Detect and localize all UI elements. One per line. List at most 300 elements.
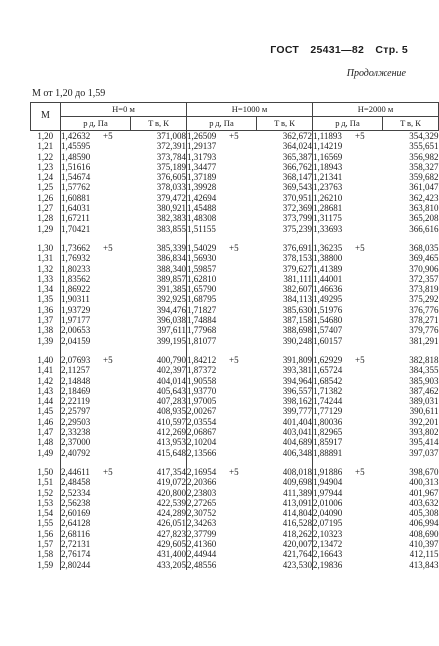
pressure-value: 1,37189 [187, 172, 217, 183]
spacer-cell [187, 234, 257, 243]
exponent-label: +5 [103, 466, 113, 477]
temperature-cell: 393,381 [257, 365, 313, 375]
pressure-cell [187, 488, 257, 498]
pressure-cell [187, 396, 257, 406]
pressure-cell [187, 539, 257, 549]
table-row [31, 315, 439, 325]
pressure-cell [61, 193, 131, 203]
pressure-cell [313, 539, 383, 549]
pressure-value: 1,45595 [61, 141, 91, 152]
pressure-value: 1,80036 [313, 416, 343, 427]
temperature-cell: 403,041 [257, 427, 313, 437]
mach-cell: 1,32 [31, 264, 61, 274]
pressure-cell [313, 518, 383, 528]
temperature-cell: 376,691 [257, 243, 313, 253]
temperature-cell: 414,804 [257, 508, 313, 518]
mach-cell: 1,52 [31, 488, 61, 498]
pressure-value: 1,77129 [313, 406, 343, 417]
pressure-cell [187, 427, 257, 437]
pressure-cell [61, 315, 131, 325]
pressure-cell [313, 336, 383, 346]
temperature-cell: 384,113 [257, 294, 313, 304]
pressure-cell [313, 243, 383, 253]
spacer-cell [61, 458, 131, 467]
pressure-value: 2,48556 [187, 559, 217, 570]
pressure-cell [61, 162, 131, 172]
pressure-cell [187, 152, 257, 162]
pressure-value: 2,04090 [313, 508, 343, 519]
table-row [31, 549, 439, 559]
temperature-cell: 409,698 [257, 477, 313, 487]
pressure-cell [187, 141, 257, 151]
pressure-cell [313, 488, 383, 498]
pressure-cell [313, 152, 383, 162]
spacer-cell [131, 458, 187, 467]
pressure-value: 2,76174 [61, 549, 91, 560]
pressure-cell [313, 406, 383, 416]
temperature-cell: 390,248 [257, 336, 313, 346]
pressure-value: 2,44611 [61, 466, 90, 477]
temperature-cell: 382,818 [409, 354, 439, 365]
pressure-cell [187, 264, 257, 274]
temperature-cell: 358,327 [409, 161, 439, 172]
pressure-cell [61, 488, 131, 498]
table-row [31, 284, 439, 294]
pressure-value: 1,59857 [187, 263, 217, 274]
mach-cell: 1,41 [31, 365, 61, 375]
temperature-cell: 386,834 [131, 253, 187, 263]
pressure-cell [313, 284, 383, 294]
exponent-label: +5 [355, 466, 365, 477]
pressure-value: 2,37000 [61, 437, 91, 448]
pressure-cell [61, 355, 131, 365]
temperature-cell: 361,047 [409, 182, 439, 193]
pressure-cell [187, 386, 257, 396]
table-row [31, 437, 439, 447]
temperature-cell: 412,115 [409, 549, 439, 560]
temperature-cell: 372,369 [257, 203, 313, 213]
table-row [31, 264, 439, 274]
mach-cell: 1,48 [31, 437, 61, 447]
pressure-header: p д, Па [313, 117, 383, 131]
pressure-value: 2,22119 [61, 396, 90, 407]
pressure-value: 2,00653 [61, 325, 91, 336]
pressure-value: 2,30752 [187, 508, 217, 519]
temperature-cell: 375,239 [257, 224, 313, 234]
pressure-cell [313, 355, 383, 365]
exponent-label: +5 [229, 466, 239, 477]
pressure-value: 2,04159 [61, 335, 91, 346]
pressure-cell [187, 213, 257, 223]
table-row [31, 141, 439, 151]
temperature-cell: 378,033 [131, 182, 187, 192]
pressure-cell [187, 448, 257, 458]
temperature-cell: 400,313 [409, 477, 439, 488]
pressure-value: 1,77968 [187, 325, 217, 336]
pressure-value: 1,42632 [61, 131, 91, 141]
pressure-cell [313, 203, 383, 213]
pressure-value: 2,00267 [187, 406, 217, 417]
pressure-cell [61, 437, 131, 447]
temperature-cell: 392,925 [131, 294, 187, 304]
pressure-value: 1,81077 [187, 335, 217, 346]
table-row [31, 518, 439, 528]
temperature-cell: 398,670 [409, 466, 439, 477]
temperature-cell: 415,648 [131, 448, 187, 458]
mach-cell: 1,39 [31, 336, 61, 346]
temperature-cell: 410,597 [131, 417, 187, 427]
pressure-cell [187, 253, 257, 263]
table-row [31, 386, 439, 396]
pressure-cell [313, 529, 383, 539]
mach-cell: 1,55 [31, 518, 61, 528]
pressure-cell [313, 396, 383, 406]
pressure-cell [61, 477, 131, 487]
temperature-cell: 365,387 [257, 152, 313, 162]
pressure-value: 1,44001 [313, 273, 343, 284]
temperature-cell: 385,339 [131, 243, 187, 253]
pressure-value: 1,91886 [313, 466, 343, 477]
pressure-cell [61, 467, 131, 477]
table-row [31, 172, 439, 182]
pressure-cell [313, 253, 383, 263]
temperature-cell: 381,111 [257, 274, 313, 284]
temperature-cell: 369,543 [257, 182, 313, 192]
pressure-value: 1,97177 [61, 315, 91, 326]
pressure-value: 1,62929 [313, 354, 343, 365]
pressure-cell [313, 305, 383, 315]
temperature-cell: 405,308 [409, 508, 439, 519]
table-row [31, 131, 439, 142]
pressure-value: 1,85917 [313, 437, 343, 448]
temperature-cell: 410,397 [409, 538, 439, 549]
pressure-value: 1,67211 [61, 213, 90, 224]
table-row [31, 488, 439, 498]
pressure-cell [61, 325, 131, 335]
continuation-label: Продолжение [346, 68, 406, 79]
pressure-value: 1,82965 [313, 427, 343, 438]
temperature-cell: 395,414 [409, 437, 439, 448]
temperature-cell: 419,072 [131, 477, 187, 487]
pressure-cell [313, 448, 383, 458]
temperature-cell: 378,153 [257, 253, 313, 263]
mach-cell: 1,31 [31, 253, 61, 263]
pressure-value: 1,48308 [187, 213, 217, 224]
temperature-cell: 381,291 [409, 335, 439, 346]
table-row [31, 213, 439, 223]
table-row [31, 396, 439, 406]
pressure-cell [187, 131, 257, 142]
temperature-cell: 379,472 [131, 193, 187, 203]
temperature-cell: 391,809 [257, 355, 313, 365]
temperature-cell: 366,762 [257, 162, 313, 172]
block-separator [31, 458, 439, 467]
pressure-cell [187, 518, 257, 528]
pressure-value: 1,87372 [187, 365, 217, 376]
temperature-cell: 429,605 [131, 539, 187, 549]
pressure-value: 2,03554 [187, 416, 217, 427]
pressure-value: 1,68795 [187, 294, 217, 305]
spacer-cell [61, 234, 131, 243]
pressure-cell [61, 539, 131, 549]
pressure-value: 2,06867 [187, 427, 217, 438]
exponent-label: +5 [103, 354, 113, 365]
spacer-cell [383, 346, 439, 355]
mach-range-label: М от 1,20 до 1,59 [32, 88, 106, 99]
exponent-label: +5 [355, 242, 365, 253]
pressure-value: 1,26210 [313, 192, 343, 203]
mach-cell: 1,53 [31, 498, 61, 508]
temperature-cell: 389,031 [409, 396, 439, 407]
table-row [31, 152, 439, 162]
pressure-value: 1,28681 [313, 203, 343, 214]
temperature-cell: 422,539 [131, 498, 187, 508]
pressure-cell [187, 305, 257, 315]
pressure-cell [313, 467, 383, 477]
pressure-value: 1,74884 [187, 315, 217, 326]
pressure-value: 1,65724 [313, 365, 343, 376]
pressure-cell [61, 253, 131, 263]
temperature-cell: 406,994 [409, 518, 439, 529]
pressure-cell [313, 376, 383, 386]
temperature-cell: 359,682 [409, 172, 439, 183]
table-row [31, 162, 439, 172]
pressure-value: 1,68542 [313, 375, 343, 386]
mach-cell: 1,20 [31, 131, 61, 142]
block-separator [31, 346, 439, 355]
table-row [31, 325, 439, 335]
pressure-value: 2,16954 [187, 466, 217, 477]
pressure-value: 1,51616 [61, 161, 91, 172]
temperature-cell: 362,672 [257, 131, 313, 142]
spacer-cell [313, 234, 383, 243]
spacer-cell [383, 234, 439, 243]
pressure-value: 1,86922 [61, 284, 91, 295]
pressure-cell [187, 406, 257, 416]
temperature-cell: 394,964 [257, 376, 313, 386]
pressure-value: 1,26509 [187, 131, 217, 141]
spacer-cell [31, 458, 61, 467]
pressure-value: 1,42694 [187, 192, 217, 203]
pressure-value: 1,54029 [187, 242, 217, 253]
table-row [31, 467, 439, 477]
mach-cell: 1,58 [31, 549, 61, 559]
pressure-value: 2,13472 [313, 538, 343, 549]
mach-cell: 1,25 [31, 182, 61, 192]
pressure-value: 1,14219 [313, 141, 343, 152]
pressure-cell [187, 508, 257, 518]
pressure-value: 1,57407 [313, 325, 343, 336]
temperature-cell: 363,810 [409, 203, 439, 214]
pressure-cell [187, 172, 257, 182]
temperature-cell: 385,903 [409, 375, 439, 386]
temperature-cell: 404,014 [131, 376, 187, 386]
pressure-value: 1,51155 [187, 223, 216, 234]
pressure-cell [61, 224, 131, 234]
temperature-cell: 378,271 [409, 315, 439, 326]
mach-cell: 1,44 [31, 396, 61, 406]
temperature-header: T в, К [131, 117, 187, 131]
pressure-value: 1,23763 [313, 182, 343, 193]
mach-cell: 1,59 [31, 560, 61, 570]
pressure-value: 1,21341 [313, 172, 343, 183]
pressure-cell [187, 162, 257, 172]
pressure-cell [61, 448, 131, 458]
exponent-label: +5 [355, 131, 365, 141]
temperature-cell: 382,383 [131, 213, 187, 223]
table-row [31, 365, 439, 375]
pressure-value: 1,60157 [313, 335, 343, 346]
mach-cell: 1,35 [31, 294, 61, 304]
table-row [31, 253, 439, 263]
temperature-cell: 376,776 [409, 304, 439, 315]
temperature-cell: 413,091 [257, 498, 313, 508]
pressure-cell [313, 549, 383, 559]
temperature-cell: 431,400 [131, 549, 187, 559]
pressure-value: 1,65790 [187, 284, 217, 295]
temperature-cell: 420,007 [257, 539, 313, 549]
mach-cell: 1,24 [31, 172, 61, 182]
mach-cell: 1,37 [31, 315, 61, 325]
mach-cell: 1,40 [31, 355, 61, 365]
pressure-value: 1,16569 [313, 151, 343, 162]
pressure-cell [187, 467, 257, 477]
temperature-cell: 375,292 [409, 294, 439, 305]
pressure-cell [61, 141, 131, 151]
pressure-cell [61, 376, 131, 386]
pressure-value: 1,54674 [61, 172, 91, 183]
temperature-cell: 400,790 [131, 355, 187, 365]
mach-column-header: М [31, 103, 61, 131]
mach-cell: 1,45 [31, 406, 61, 416]
temperature-cell: 370,906 [409, 263, 439, 274]
table-row [31, 336, 439, 346]
pressure-value: 2,11257 [61, 365, 90, 376]
pressure-value: 2,07693 [61, 354, 91, 365]
temperature-cell: 426,051 [131, 518, 187, 528]
mach-cell: 1,56 [31, 529, 61, 539]
pressure-value: 2,25797 [61, 406, 91, 417]
pressure-cell [187, 549, 257, 559]
mach-cell: 1,51 [31, 477, 61, 487]
pressure-value: 1,90558 [187, 375, 217, 386]
mach-cell: 1,33 [31, 274, 61, 284]
pressure-cell [61, 386, 131, 396]
pressure-cell [313, 224, 383, 234]
pressure-value: 1,18943 [313, 161, 343, 172]
temperature-cell: 401,967 [409, 487, 439, 498]
temperature-cell: 382,607 [257, 284, 313, 294]
pressure-value: 1,76932 [61, 253, 91, 264]
page-header [262, 44, 408, 56]
pressure-value: 2,14848 [61, 375, 91, 386]
temperature-cell: 356,982 [409, 151, 439, 162]
pressure-cell [187, 243, 257, 253]
mach-cell: 1,57 [31, 539, 61, 549]
mach-cell: 1,38 [31, 325, 61, 335]
temperature-cell: 383,855 [131, 224, 187, 234]
pressure-value: 2,20366 [187, 477, 217, 488]
pressure-value: 2,18469 [61, 385, 91, 396]
temperature-cell: 355,651 [409, 141, 439, 152]
pressure-value: 2,41360 [187, 538, 217, 549]
pressure-cell [61, 396, 131, 406]
pressure-value: 1,93770 [187, 385, 217, 396]
pressure-value: 1,94904 [313, 477, 343, 488]
pressure-cell [61, 213, 131, 223]
pressure-value: 2,60169 [61, 508, 91, 519]
table-row [31, 406, 439, 416]
pressure-cell [187, 203, 257, 213]
mach-cell: 1,30 [31, 243, 61, 253]
mach-cell: 1,54 [31, 508, 61, 518]
pressure-value: 2,52334 [61, 487, 91, 498]
pressure-cell [61, 498, 131, 508]
temperature-cell: 369,465 [409, 253, 439, 264]
pressure-cell [187, 336, 257, 346]
pressure-value: 1,90311 [61, 294, 90, 305]
table-row [31, 508, 439, 518]
temperature-cell: 397,037 [409, 447, 439, 458]
pressure-value: 1,38800 [313, 253, 343, 264]
pressure-value: 1,39928 [187, 182, 217, 193]
pressure-value: 1,33693 [313, 223, 343, 234]
pressure-value: 1,70421 [61, 223, 91, 234]
mach-cell: 1,22 [31, 152, 61, 162]
pressure-cell [61, 427, 131, 437]
pressure-cell [187, 193, 257, 203]
mach-cell: 1,34 [31, 284, 61, 294]
temperature-cell: 379,776 [409, 325, 439, 336]
temperature-cell: 391,385 [131, 284, 187, 294]
spacer-cell [313, 458, 383, 467]
exponent-label: +5 [229, 131, 239, 141]
table-body [31, 131, 439, 570]
altitude-header-1000: Н=1000 м [187, 103, 313, 117]
mach-cell: 1,29 [31, 224, 61, 234]
table-row [31, 243, 439, 253]
table-row [31, 427, 439, 437]
pressure-cell [187, 437, 257, 447]
table-row [31, 182, 439, 192]
pressure-cell [61, 203, 131, 213]
temperature-cell: 389,857 [131, 274, 187, 284]
mach-cell: 1,42 [31, 376, 61, 386]
temperature-cell: 387,158 [257, 315, 313, 325]
spacer-cell [61, 346, 131, 355]
mach-cell: 1,23 [31, 162, 61, 172]
page-number: Стр. 5 [375, 44, 408, 56]
pressure-cell [313, 264, 383, 274]
temperature-cell: 413,843 [409, 559, 439, 570]
pressure-cell [313, 162, 383, 172]
temperature-cell: 364,024 [257, 141, 313, 151]
pressure-value: 1,80233 [61, 263, 91, 274]
pressure-value: 2,13566 [187, 447, 217, 458]
temperature-cell: 405,643 [131, 386, 187, 396]
altitude-header-0: Н=0 м [61, 103, 187, 117]
temperature-cell: 427,823 [131, 529, 187, 539]
pressure-cell [187, 560, 257, 570]
mach-cell: 1,49 [31, 448, 61, 458]
spacer-cell [313, 346, 383, 355]
pressure-cell [187, 294, 257, 304]
table-row [31, 305, 439, 315]
pressure-value: 1,84212 [187, 354, 217, 365]
pressure-cell [313, 315, 383, 325]
pressure-cell [61, 529, 131, 539]
pressure-cell [61, 152, 131, 162]
